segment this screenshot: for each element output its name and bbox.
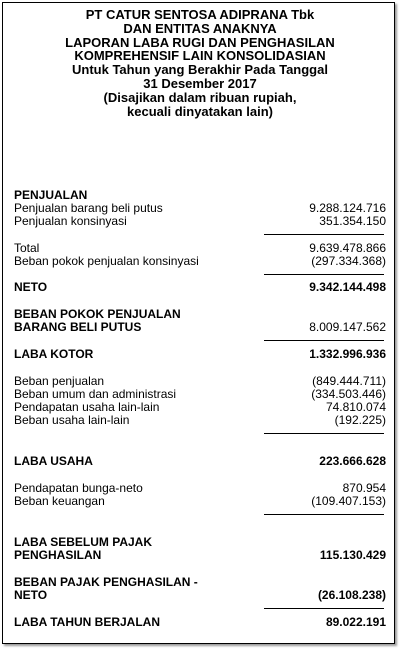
subtotal-rule	[264, 608, 384, 609]
report-title-line-2: KOMPREHENSIF LAIN KONSOLIDASIAN	[74, 48, 326, 64]
company-subtitle: DAN ENTITAS ANAKNYA	[123, 20, 277, 36]
subtotal-rule	[264, 234, 384, 235]
subtotal-rule	[264, 514, 384, 515]
report-header	[0, 8, 400, 118]
subtotal-rule	[264, 340, 384, 341]
subtotal-rule	[264, 433, 384, 434]
subtotal-rule	[264, 274, 384, 275]
currency-note-line-2: kecuali dinyatakan lain)	[127, 103, 273, 119]
report-title-line-1: LAPORAN LABA RUGI DAN PENGHASILAN	[65, 34, 335, 50]
period-line-2: 31 Desember 2017	[143, 75, 257, 91]
period-line-1: Untuk Tahun yang Berakhir Pada Tanggal	[72, 62, 328, 78]
company-name: PT CATUR SENTOSA ADIPRANA Tbk	[85, 7, 315, 22]
currency-note-line-1: (Disajikan dalam ribuan rupiah,	[103, 89, 297, 105]
